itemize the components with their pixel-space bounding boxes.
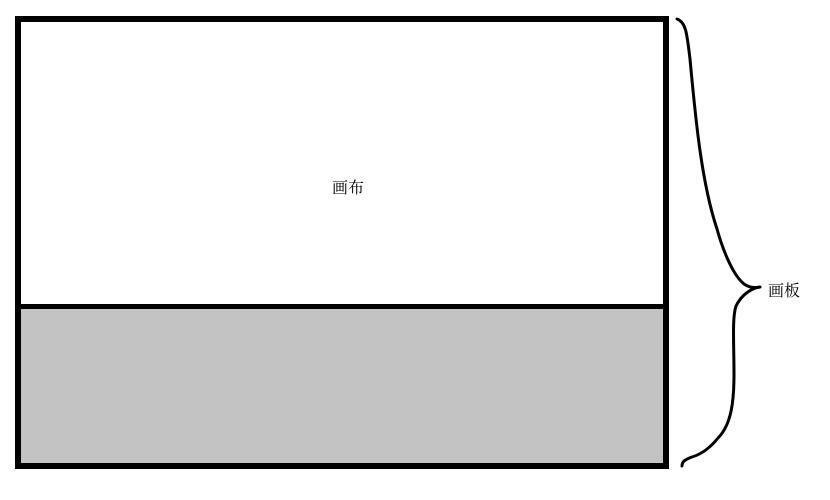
panel-label: 画板 <box>768 281 801 300</box>
canvas-label: 画布 <box>332 178 365 197</box>
curly-brace-path <box>677 19 760 466</box>
canvas-area <box>21 22 663 309</box>
panel-frame <box>15 16 669 469</box>
panel-gray-area <box>21 309 663 463</box>
curly-brace <box>672 14 772 474</box>
